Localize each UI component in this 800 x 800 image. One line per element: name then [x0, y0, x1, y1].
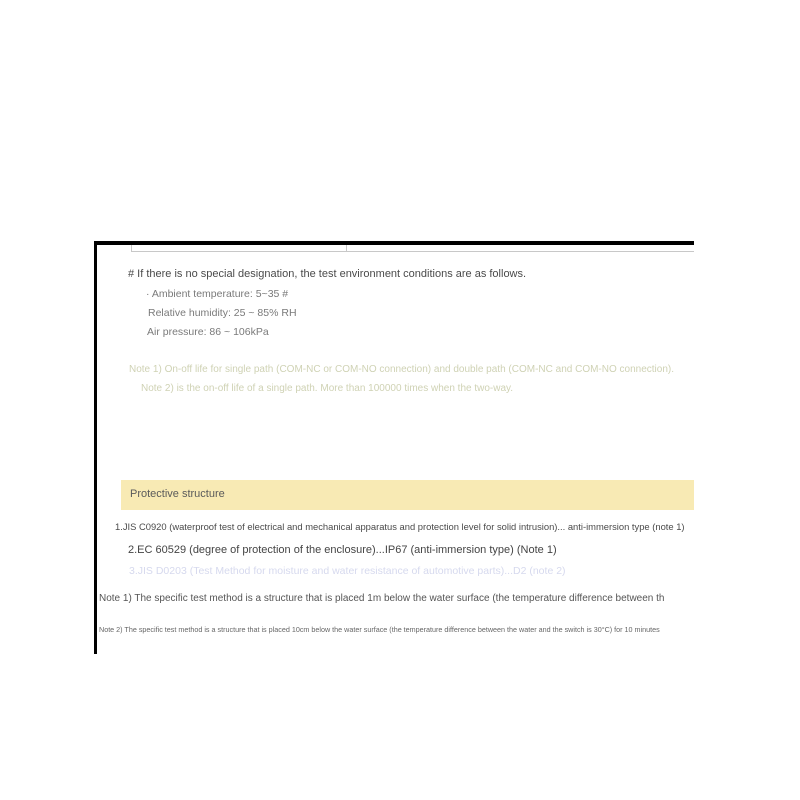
standard-jis-d0203: 3.JIS D0203 (Test Method for moisture and water resistance of automotive parts)...D2 (note 2): [129, 565, 566, 577]
life-note-1: Note 1) On-off life for single path (COM-NC or COM-NO connection) and double path (COM-NC and COM-NO connection).: [129, 364, 675, 375]
environment-air-pressure: Air pressure: 86 ~ 106kPa: [147, 326, 269, 338]
table-remnant-divider: [346, 245, 347, 252]
test-method-note-2: Note 2) The specific test method is a structure that is placed 10cm below the water surface (the temperature difference between the water and the switch is 30°C) for 10 minutes: [99, 625, 660, 634]
standard-jis-c0920: 1.JIS C0920 (waterproof test of electrical and mechanical apparatus and protection level for solid intrusion)... anti-immersion type (note 1): [115, 521, 685, 532]
document-frame: [94, 241, 694, 654]
frame-left-border: [94, 241, 97, 654]
table-remnant: [131, 245, 694, 252]
standard-iec-60529: 2.EC 60529 (degree of protection of the enclosure)...IP67 (anti-immersion type) (Note 1): [128, 544, 557, 556]
protective-structure-header: [121, 480, 694, 510]
environment-temperature: · Ambient temperature: 5~35 #: [146, 288, 289, 300]
environment-intro: # If there is no special designation, the test environment conditions are as follows.: [128, 268, 527, 280]
environment-humidity: Relative humidity: 25 ~ 85% RH: [148, 307, 297, 319]
protective-structure-title: Protective structure: [130, 488, 225, 500]
life-note-2: Note 2) is the on-off life of a single path. More than 100000 times when the two-way.: [141, 383, 514, 394]
test-method-note-1: Note 1) The specific test method is a structure that is placed 1m below the water surface (the temperature difference between th: [99, 593, 665, 604]
